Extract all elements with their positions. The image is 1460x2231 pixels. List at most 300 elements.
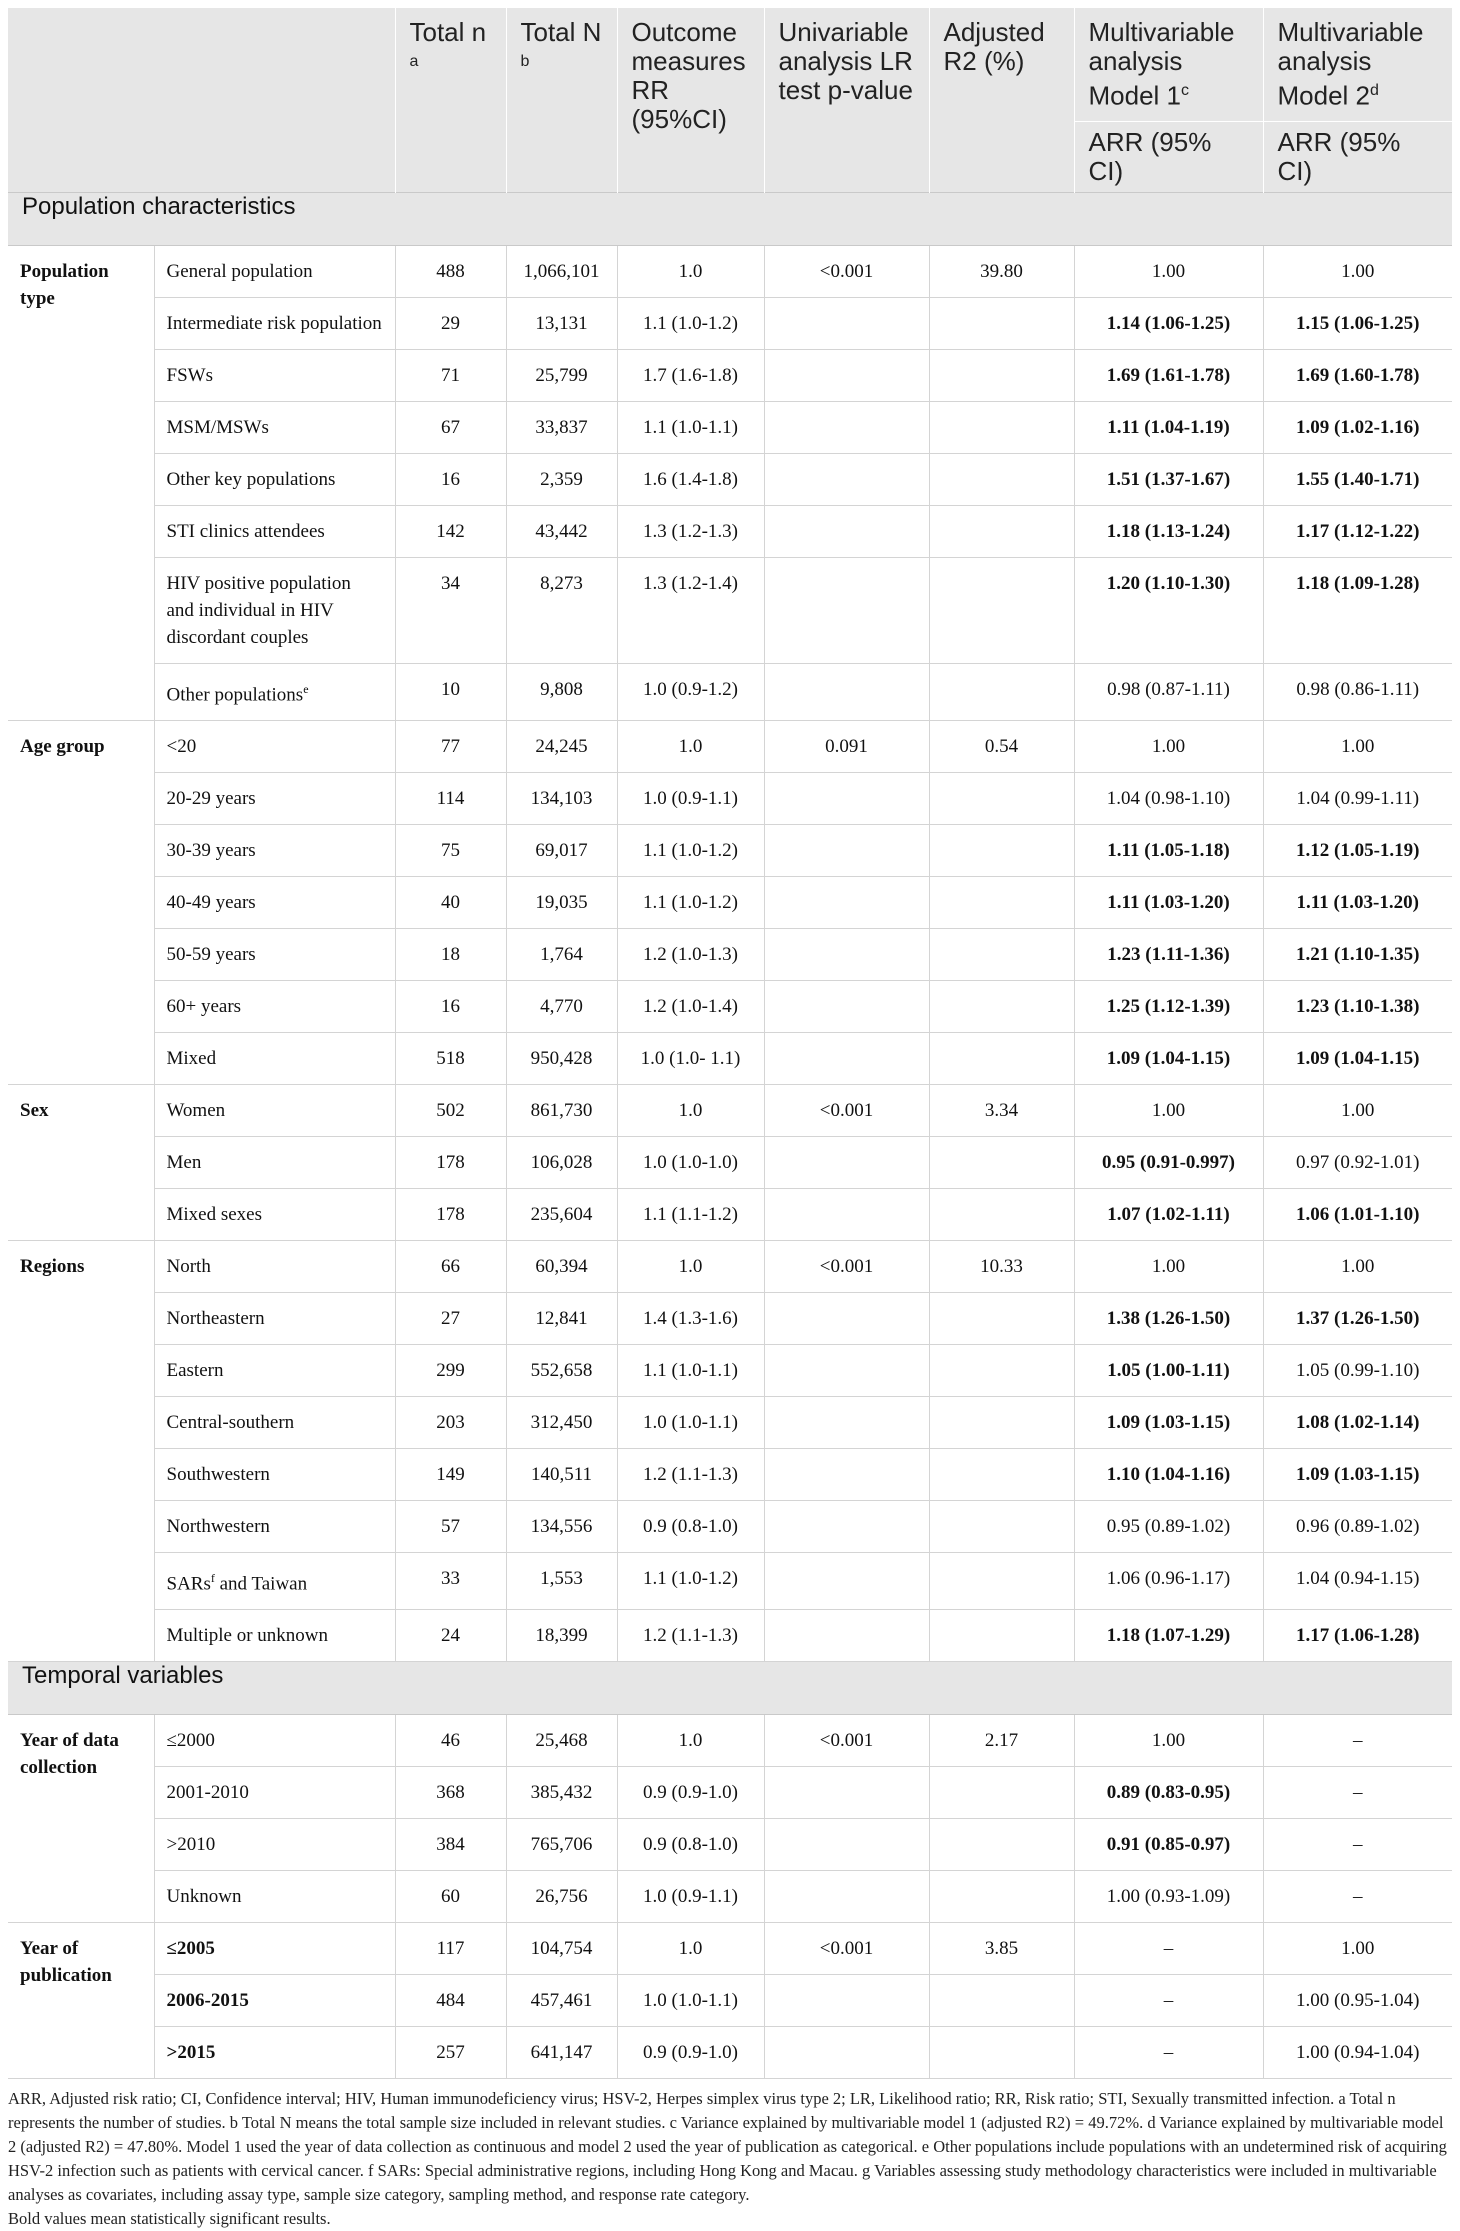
row-label bbox=[154, 928, 395, 980]
cell-total-n: 488 bbox=[395, 245, 506, 297]
cell-p-value bbox=[764, 1819, 929, 1871]
row-label bbox=[154, 1610, 395, 1662]
cell-p-value bbox=[764, 1344, 929, 1396]
cell-outcome-rr: 1.0 (0.9-1.1) bbox=[617, 1871, 764, 1923]
table-row bbox=[8, 1819, 1452, 1871]
cell-total-N: 33,837 bbox=[506, 401, 617, 453]
row-label bbox=[154, 1500, 395, 1552]
table-row bbox=[8, 1032, 1452, 1084]
row-label-text: STI clinics attendees bbox=[166, 520, 325, 542]
section-row-population bbox=[8, 192, 1452, 245]
cell-adjusted-r2 bbox=[929, 1552, 1074, 1609]
row-label-text: MSM/MSWs bbox=[166, 416, 269, 438]
cell-total-n: 142 bbox=[395, 505, 506, 557]
cell-model1-arr: 1.14 (1.06-1.25) bbox=[1074, 297, 1263, 349]
cell-adjusted-r2: 39.80 bbox=[929, 245, 1074, 297]
table-row bbox=[8, 1923, 1452, 1975]
cell-total-n: 33 bbox=[395, 1552, 506, 1609]
row-label-text: 30-39 years bbox=[166, 839, 256, 861]
row-label-text: Mixed bbox=[166, 1047, 217, 1069]
cell-model1-arr: 1.00 bbox=[1074, 1715, 1263, 1767]
cell-total-n: 117 bbox=[395, 1923, 506, 1975]
row-label bbox=[154, 1448, 395, 1500]
row-label bbox=[154, 1240, 395, 1292]
header-arr-model2: ARR (95% CI) bbox=[1263, 121, 1452, 192]
cell-total-N: 140,511 bbox=[506, 1448, 617, 1500]
cell-total-n: 60 bbox=[395, 1871, 506, 1923]
cell-total-n: 178 bbox=[395, 1188, 506, 1240]
row-label bbox=[154, 453, 395, 505]
cell-total-N: 134,103 bbox=[506, 772, 617, 824]
cell-model2-arr: 1.11 (1.03-1.20) bbox=[1263, 876, 1452, 928]
row-label-text: Women bbox=[166, 1099, 226, 1121]
cell-total-N: 12,841 bbox=[506, 1292, 617, 1344]
cell-total-n: 57 bbox=[395, 1500, 506, 1552]
section-title: Temporal variables bbox=[8, 1662, 1452, 1715]
row-label bbox=[154, 1136, 395, 1188]
row-label-text: HIV positive population and individual in HIV discordant couples bbox=[166, 572, 351, 648]
cell-adjusted-r2 bbox=[929, 1871, 1074, 1923]
cell-model2-arr: – bbox=[1263, 1819, 1452, 1871]
cell-model2-arr: 1.00 bbox=[1263, 1923, 1452, 1975]
cell-p-value bbox=[764, 349, 929, 401]
cell-outcome-rr: 1.0 bbox=[617, 1923, 764, 1975]
cell-model1-arr: 1.20 (1.10-1.30) bbox=[1074, 557, 1263, 663]
row-label bbox=[154, 297, 395, 349]
cell-outcome-rr: 1.1 (1.0-1.2) bbox=[617, 297, 764, 349]
cell-model1-arr: – bbox=[1074, 1975, 1263, 2027]
row-label bbox=[154, 1032, 395, 1084]
cell-total-N: 24,245 bbox=[506, 720, 617, 772]
cell-adjusted-r2 bbox=[929, 2027, 1074, 2079]
table-row bbox=[8, 980, 1452, 1032]
cell-adjusted-r2: 0.54 bbox=[929, 720, 1074, 772]
cell-model1-arr: 1.00 (0.93-1.09) bbox=[1074, 1871, 1263, 1923]
table-row bbox=[8, 557, 1452, 663]
table-row bbox=[8, 1344, 1452, 1396]
row-label-text: Intermediate risk population bbox=[166, 312, 382, 334]
group-label: Regions bbox=[8, 1240, 154, 1661]
row-label-text: 60+ years bbox=[166, 995, 242, 1017]
cell-model1-arr: – bbox=[1074, 2027, 1263, 2079]
row-label bbox=[154, 557, 395, 663]
cell-model2-arr: 0.96 (0.89-1.02) bbox=[1263, 1500, 1452, 1552]
cell-total-n: 75 bbox=[395, 824, 506, 876]
row-label-text: Other key populations bbox=[166, 468, 336, 490]
cell-model2-arr: 1.00 bbox=[1263, 1240, 1452, 1292]
cell-outcome-rr: 1.0 (1.0-1.1) bbox=[617, 1975, 764, 2027]
cell-outcome-rr: 0.9 (0.9-1.0) bbox=[617, 2027, 764, 2079]
table-row bbox=[8, 772, 1452, 824]
cell-p-value bbox=[764, 980, 929, 1032]
cell-total-N: 4,770 bbox=[506, 980, 617, 1032]
cell-total-N: 25,468 bbox=[506, 1715, 617, 1767]
table-row bbox=[8, 1188, 1452, 1240]
cell-model1-arr: 1.10 (1.04-1.16) bbox=[1074, 1448, 1263, 1500]
cell-p-value bbox=[764, 557, 929, 663]
table-row bbox=[8, 1975, 1452, 2027]
cell-model2-arr: 1.09 (1.02-1.16) bbox=[1263, 401, 1452, 453]
row-label bbox=[154, 245, 395, 297]
row-label-text: 40-49 years bbox=[166, 891, 256, 913]
table-row bbox=[8, 349, 1452, 401]
cell-adjusted-r2 bbox=[929, 401, 1074, 453]
table-row bbox=[8, 1871, 1452, 1923]
cell-total-n: 178 bbox=[395, 1136, 506, 1188]
cell-model1-arr: 1.18 (1.07-1.29) bbox=[1074, 1610, 1263, 1662]
cell-outcome-rr: 1.6 (1.4-1.8) bbox=[617, 453, 764, 505]
cell-total-n: 10 bbox=[395, 663, 506, 720]
cell-model2-arr: 1.12 (1.05-1.19) bbox=[1263, 824, 1452, 876]
cell-outcome-rr: 1.2 (1.0-1.3) bbox=[617, 928, 764, 980]
cell-outcome-rr: 1.0 (0.9-1.1) bbox=[617, 772, 764, 824]
cell-total-n: 484 bbox=[395, 1975, 506, 2027]
row-label-text: Other populations bbox=[166, 683, 304, 705]
cell-total-n: 114 bbox=[395, 772, 506, 824]
cell-total-n: 502 bbox=[395, 1084, 506, 1136]
cell-adjusted-r2 bbox=[929, 772, 1074, 824]
cell-total-N: 19,035 bbox=[506, 876, 617, 928]
footnote-text: ARR, Adjusted risk ratio; CI, Confidence interval; HIV, Human immunodeficiency virus; HSV-2, Herpes simplex virus type 2; LR, Likelihood ratio; RR, Risk ratio; STI, Sexually transmitted infection. a Total n represents the number of studies. b Total N means the total sample size included in relevant studies. c Variance explained by multivariable model 1 (adjusted R2) = 49.72%. d Variance explained by multivariable model 2 (adjusted R2) = 47.80%. Model 1 used the year of data collection as continuous and model 2 used the year of publication as categorical. e Other populations include populations with an undetermined risk of acquiring HSV-2 infection such as patients with cervical cancer. f SARs: Special administrative regions, including Hong Kong and Macau. g Variables assessing study methodology characteristics were included in multivariable analyses as covariates, including assay type, sample size category, sampling method, and response rate category. bbox=[8, 2089, 1447, 2205]
row-label-sup: e bbox=[303, 681, 309, 696]
section-row-temporal bbox=[8, 1662, 1452, 1715]
row-label bbox=[154, 720, 395, 772]
cell-outcome-rr: 1.0 bbox=[617, 720, 764, 772]
cell-adjusted-r2: 10.33 bbox=[929, 1240, 1074, 1292]
table-row bbox=[8, 1240, 1452, 1292]
cell-model1-arr: – bbox=[1074, 1923, 1263, 1975]
cell-outcome-rr: 1.0 (1.0-1.1) bbox=[617, 1396, 764, 1448]
cell-p-value bbox=[764, 1871, 929, 1923]
header-outcome: Outcome measures RR (95%CI) bbox=[617, 8, 764, 192]
cell-model1-arr: 0.98 (0.87-1.11) bbox=[1074, 663, 1263, 720]
row-label-text: Northwestern bbox=[166, 1515, 270, 1537]
cell-model1-arr: 1.18 (1.13-1.24) bbox=[1074, 505, 1263, 557]
cell-model1-arr: 0.95 (0.91-0.997) bbox=[1074, 1136, 1263, 1188]
bold-note: Bold values mean statistically significant results. bbox=[8, 2209, 331, 2229]
cell-model1-arr: 1.00 bbox=[1074, 720, 1263, 772]
table-row bbox=[8, 1715, 1452, 1767]
table-row bbox=[8, 1552, 1452, 1609]
cell-total-N: 1,553 bbox=[506, 1552, 617, 1609]
row-label bbox=[154, 1188, 395, 1240]
row-label bbox=[154, 1975, 395, 2027]
cell-total-N: 950,428 bbox=[506, 1032, 617, 1084]
cell-total-n: 18 bbox=[395, 928, 506, 980]
row-label-text: Mixed sexes bbox=[166, 1203, 263, 1225]
cell-outcome-rr: 1.2 (1.1-1.3) bbox=[617, 1448, 764, 1500]
cell-total-n: 66 bbox=[395, 1240, 506, 1292]
cell-outcome-rr: 1.1 (1.0-1.2) bbox=[617, 1552, 764, 1609]
cell-total-N: 861,730 bbox=[506, 1084, 617, 1136]
cell-p-value bbox=[764, 453, 929, 505]
cell-total-N: 43,442 bbox=[506, 505, 617, 557]
table-row bbox=[8, 876, 1452, 928]
group-label: Population type bbox=[8, 245, 154, 720]
cell-model2-arr: 0.98 (0.86-1.11) bbox=[1263, 663, 1452, 720]
cell-total-N: 18,399 bbox=[506, 1610, 617, 1662]
cell-adjusted-r2 bbox=[929, 1344, 1074, 1396]
cell-p-value bbox=[764, 1610, 929, 1662]
cell-p-value bbox=[764, 401, 929, 453]
cell-p-value: 0.091 bbox=[764, 720, 929, 772]
row-label-text: Southwestern bbox=[166, 1463, 270, 1485]
cell-model1-arr: 1.04 (0.98-1.10) bbox=[1074, 772, 1263, 824]
row-label-text: Men bbox=[166, 1151, 202, 1173]
row-label-text: <20 bbox=[166, 735, 197, 757]
cell-total-n: 257 bbox=[395, 2027, 506, 2079]
cell-adjusted-r2 bbox=[929, 557, 1074, 663]
cell-total-n: 67 bbox=[395, 401, 506, 453]
cell-outcome-rr: 1.0 bbox=[617, 245, 764, 297]
cell-model2-arr: 1.69 (1.60-1.78) bbox=[1263, 349, 1452, 401]
cell-outcome-rr: 1.3 (1.2-1.3) bbox=[617, 505, 764, 557]
cell-adjusted-r2: 2.17 bbox=[929, 1715, 1074, 1767]
table-row bbox=[8, 2027, 1452, 2079]
cell-total-n: 149 bbox=[395, 1448, 506, 1500]
cell-total-n: 34 bbox=[395, 557, 506, 663]
cell-model1-arr: 1.11 (1.04-1.19) bbox=[1074, 401, 1263, 453]
header-total-N: Total N $^b$ bbox=[506, 8, 617, 192]
table-body bbox=[8, 192, 1452, 2079]
header-univariable: Univariable analysis LR test p-value bbox=[764, 8, 929, 192]
cell-p-value bbox=[764, 297, 929, 349]
table-row bbox=[8, 824, 1452, 876]
cell-adjusted-r2 bbox=[929, 1136, 1074, 1188]
cell-p-value: <0.001 bbox=[764, 1084, 929, 1136]
table-row bbox=[8, 453, 1452, 505]
cell-adjusted-r2 bbox=[929, 1292, 1074, 1344]
row-label-text: Central-southern bbox=[166, 1411, 295, 1433]
group-label: Age group bbox=[8, 720, 154, 1084]
cell-model2-arr: 1.08 (1.02-1.14) bbox=[1263, 1396, 1452, 1448]
table-row bbox=[8, 297, 1452, 349]
cell-model2-arr: 1.04 (0.94-1.15) bbox=[1263, 1552, 1452, 1609]
cell-model2-arr: 1.00 bbox=[1263, 245, 1452, 297]
cell-outcome-rr: 1.2 (1.1-1.3) bbox=[617, 1610, 764, 1662]
cell-outcome-rr: 1.1 (1.0-1.1) bbox=[617, 1344, 764, 1396]
row-label bbox=[154, 772, 395, 824]
cell-adjusted-r2 bbox=[929, 1500, 1074, 1552]
cell-model1-arr: 1.09 (1.04-1.15) bbox=[1074, 1032, 1263, 1084]
row-label bbox=[154, 401, 395, 453]
table-row bbox=[8, 663, 1452, 720]
cell-model1-arr: 0.95 (0.89-1.02) bbox=[1074, 1500, 1263, 1552]
cell-total-n: 16 bbox=[395, 453, 506, 505]
row-label-text: ≤2005 bbox=[166, 1938, 215, 1960]
cell-outcome-rr: 1.0 bbox=[617, 1715, 764, 1767]
row-label-text: >2010 bbox=[166, 1834, 216, 1856]
cell-model1-arr: 1.09 (1.03-1.15) bbox=[1074, 1396, 1263, 1448]
cell-p-value bbox=[764, 663, 929, 720]
cell-p-value bbox=[764, 1975, 929, 2027]
row-label-suffix: and Taiwan bbox=[214, 1573, 308, 1595]
cell-outcome-rr: 0.9 (0.8-1.0) bbox=[617, 1819, 764, 1871]
cell-total-N: 641,147 bbox=[506, 2027, 617, 2079]
row-label-text: 50-59 years bbox=[166, 943, 256, 965]
row-label-text: SARs bbox=[166, 1573, 211, 1595]
cell-p-value bbox=[764, 1500, 929, 1552]
cell-total-N: 8,273 bbox=[506, 557, 617, 663]
cell-adjusted-r2 bbox=[929, 297, 1074, 349]
row-label-text: Eastern bbox=[166, 1359, 224, 1381]
cell-outcome-rr: 1.1 (1.0-1.2) bbox=[617, 876, 764, 928]
row-label bbox=[154, 1923, 395, 1975]
cell-model2-arr: 1.23 (1.10-1.38) bbox=[1263, 980, 1452, 1032]
cell-total-n: 27 bbox=[395, 1292, 506, 1344]
cell-outcome-rr: 1.4 (1.3-1.6) bbox=[617, 1292, 764, 1344]
cell-model1-arr: 1.51 (1.37-1.67) bbox=[1074, 453, 1263, 505]
cell-total-n: 24 bbox=[395, 1610, 506, 1662]
cell-model1-arr: 1.06 (0.96-1.17) bbox=[1074, 1552, 1263, 1609]
cell-model2-arr: 1.04 (0.99-1.11) bbox=[1263, 772, 1452, 824]
row-label-text: Unknown bbox=[166, 1886, 242, 1908]
cell-model1-arr: 1.25 (1.12-1.39) bbox=[1074, 980, 1263, 1032]
cell-adjusted-r2 bbox=[929, 349, 1074, 401]
cell-p-value bbox=[764, 928, 929, 980]
cell-model2-arr: 1.00 (0.95-1.04) bbox=[1263, 1975, 1452, 2027]
table-row bbox=[8, 1292, 1452, 1344]
cell-p-value bbox=[764, 824, 929, 876]
cell-model1-arr: 1.38 (1.26-1.50) bbox=[1074, 1292, 1263, 1344]
row-label bbox=[154, 1767, 395, 1819]
cell-model2-arr: – bbox=[1263, 1767, 1452, 1819]
group-label: Sex bbox=[8, 1084, 154, 1240]
cell-model2-arr: – bbox=[1263, 1715, 1452, 1767]
cell-total-N: 104,754 bbox=[506, 1923, 617, 1975]
cell-adjusted-r2 bbox=[929, 505, 1074, 557]
cell-total-n: 384 bbox=[395, 1819, 506, 1871]
row-label bbox=[154, 2027, 395, 2079]
cell-adjusted-r2 bbox=[929, 663, 1074, 720]
cell-total-N: 26,756 bbox=[506, 1871, 617, 1923]
header-model2: Multivariable analysis Model 2$^d$ bbox=[1263, 8, 1452, 121]
cell-model1-arr: 1.07 (1.02-1.11) bbox=[1074, 1188, 1263, 1240]
cell-outcome-rr: 0.9 (0.8-1.0) bbox=[617, 1500, 764, 1552]
cell-adjusted-r2 bbox=[929, 980, 1074, 1032]
cell-p-value bbox=[764, 2027, 929, 2079]
header-blank bbox=[8, 8, 395, 192]
cell-adjusted-r2 bbox=[929, 824, 1074, 876]
cell-model2-arr: 1.21 (1.10-1.35) bbox=[1263, 928, 1452, 980]
table-row bbox=[8, 505, 1452, 557]
cell-p-value bbox=[764, 1448, 929, 1500]
cell-adjusted-r2 bbox=[929, 928, 1074, 980]
cell-model1-arr: 0.89 (0.83-0.95) bbox=[1074, 1767, 1263, 1819]
cell-model2-arr: 1.15 (1.06-1.25) bbox=[1263, 297, 1452, 349]
table-row bbox=[8, 928, 1452, 980]
cell-adjusted-r2: 3.85 bbox=[929, 1923, 1074, 1975]
cell-p-value bbox=[764, 876, 929, 928]
row-label-text: 2006-2015 bbox=[166, 1990, 249, 2012]
table-row bbox=[8, 1396, 1452, 1448]
cell-outcome-rr: 1.2 (1.0-1.4) bbox=[617, 980, 764, 1032]
cell-adjusted-r2 bbox=[929, 1448, 1074, 1500]
cell-total-N: 235,604 bbox=[506, 1188, 617, 1240]
cell-total-n: 71 bbox=[395, 349, 506, 401]
cell-model1-arr: 1.11 (1.03-1.20) bbox=[1074, 876, 1263, 928]
cell-p-value: <0.001 bbox=[764, 1923, 929, 1975]
cell-p-value bbox=[764, 1552, 929, 1609]
cell-total-N: 457,461 bbox=[506, 1975, 617, 2027]
cell-p-value bbox=[764, 1032, 929, 1084]
cell-p-value bbox=[764, 1136, 929, 1188]
cell-model1-arr: 0.91 (0.85-0.97) bbox=[1074, 1819, 1263, 1871]
table-footnotes bbox=[8, 2087, 1452, 2231]
cell-model1-arr: 1.00 bbox=[1074, 245, 1263, 297]
cell-model2-arr: 1.09 (1.03-1.15) bbox=[1263, 1448, 1452, 1500]
cell-total-N: 106,028 bbox=[506, 1136, 617, 1188]
cell-outcome-rr: 0.9 (0.9-1.0) bbox=[617, 1767, 764, 1819]
cell-total-n: 203 bbox=[395, 1396, 506, 1448]
header-adjusted-r2: Adjusted R2 (%) bbox=[929, 8, 1074, 192]
cell-adjusted-r2 bbox=[929, 1819, 1074, 1871]
header-total-n: Total n $^a$ bbox=[395, 8, 506, 192]
cell-model2-arr: 1.37 (1.26-1.50) bbox=[1263, 1292, 1452, 1344]
cell-model2-arr: 1.06 (1.01-1.10) bbox=[1263, 1188, 1452, 1240]
row-label-text: North bbox=[166, 1255, 211, 1277]
cell-total-n: 16 bbox=[395, 980, 506, 1032]
cell-total-N: 1,764 bbox=[506, 928, 617, 980]
cell-outcome-rr: 1.0 bbox=[617, 1240, 764, 1292]
row-label-sup: f bbox=[210, 1570, 215, 1585]
row-label bbox=[154, 1396, 395, 1448]
cell-total-n: 77 bbox=[395, 720, 506, 772]
section-title: Population characteristics bbox=[8, 192, 1452, 245]
row-label bbox=[154, 824, 395, 876]
cell-total-N: 69,017 bbox=[506, 824, 617, 876]
cell-adjusted-r2 bbox=[929, 1396, 1074, 1448]
row-label-text: ≤2000 bbox=[166, 1730, 215, 1752]
cell-total-N: 552,658 bbox=[506, 1344, 617, 1396]
cell-outcome-rr: 1.0 (0.9-1.2) bbox=[617, 663, 764, 720]
cell-total-N: 385,432 bbox=[506, 1767, 617, 1819]
table-row bbox=[8, 1767, 1452, 1819]
row-label-text: FSWs bbox=[166, 364, 213, 386]
cell-outcome-rr: 1.7 (1.6-1.8) bbox=[617, 349, 764, 401]
row-label bbox=[154, 663, 395, 720]
cell-total-N: 60,394 bbox=[506, 1240, 617, 1292]
cell-total-N: 134,556 bbox=[506, 1500, 617, 1552]
row-label-text: Multiple or unknown bbox=[166, 1625, 328, 1647]
cell-p-value bbox=[764, 505, 929, 557]
cell-p-value: <0.001 bbox=[764, 245, 929, 297]
cell-outcome-rr: 1.0 bbox=[617, 1084, 764, 1136]
cell-adjusted-r2: 3.34 bbox=[929, 1084, 1074, 1136]
cell-p-value bbox=[764, 1767, 929, 1819]
cell-adjusted-r2 bbox=[929, 453, 1074, 505]
cell-model2-arr: 1.17 (1.12-1.22) bbox=[1263, 505, 1452, 557]
results-table bbox=[8, 8, 1453, 2079]
row-label bbox=[154, 505, 395, 557]
row-label-text: General population bbox=[166, 260, 313, 282]
cell-outcome-rr: 1.1 (1.0-1.2) bbox=[617, 824, 764, 876]
table-row bbox=[8, 1136, 1452, 1188]
cell-model2-arr: 1.17 (1.06-1.28) bbox=[1263, 1610, 1452, 1662]
cell-model1-arr: 1.23 (1.11-1.36) bbox=[1074, 928, 1263, 980]
row-label bbox=[154, 1715, 395, 1767]
cell-total-N: 13,131 bbox=[506, 297, 617, 349]
cell-total-n: 299 bbox=[395, 1344, 506, 1396]
cell-model1-arr: 1.00 bbox=[1074, 1084, 1263, 1136]
table-container bbox=[8, 8, 1452, 2231]
cell-total-n: 46 bbox=[395, 1715, 506, 1767]
group-label: Year of publication bbox=[8, 1923, 154, 2079]
table-row bbox=[8, 245, 1452, 297]
cell-adjusted-r2 bbox=[929, 1610, 1074, 1662]
cell-total-N: 1,066,101 bbox=[506, 245, 617, 297]
table-row bbox=[8, 720, 1452, 772]
